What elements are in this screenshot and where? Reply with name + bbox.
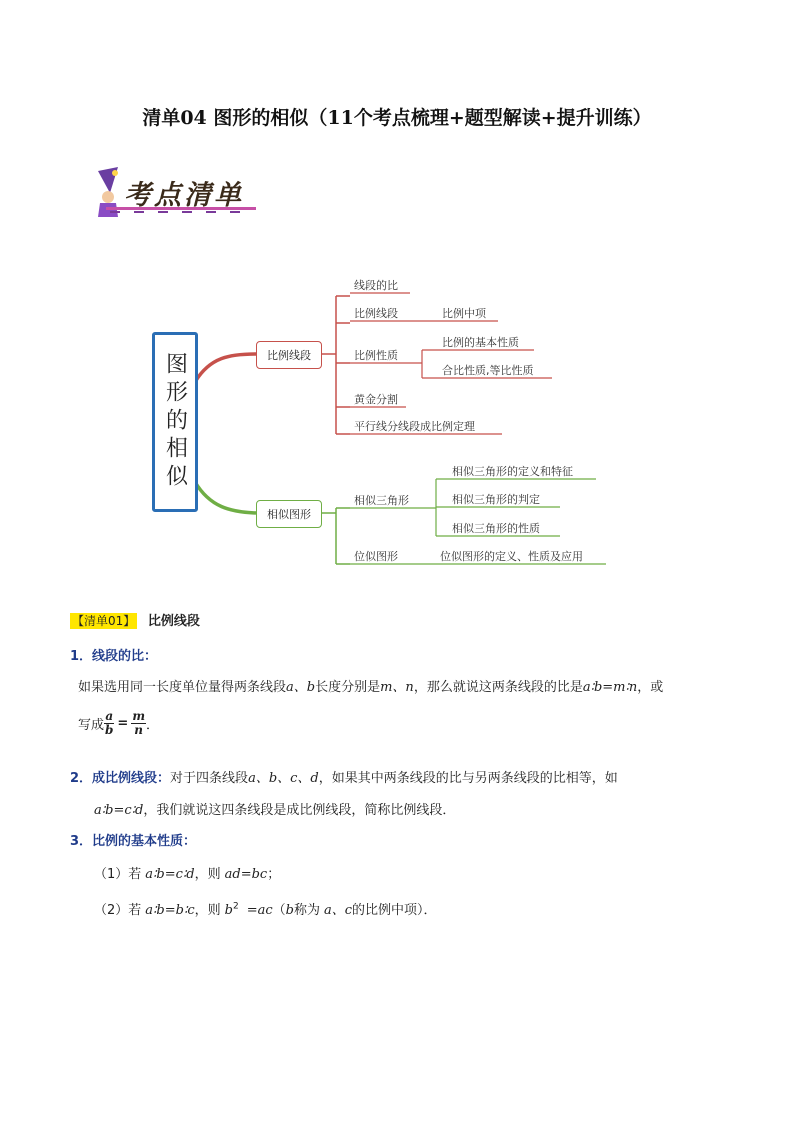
item3-title: 3．比例的基本性质：: [70, 834, 197, 849]
text: 如果选用同一长度单位量得两条线段: [78, 680, 287, 695]
text: ，那么就说这两条线段的比是: [413, 680, 583, 695]
text: 写成: [78, 718, 105, 733]
text: ，如果其中两条线段的比与另两条线段的比相等，如: [318, 771, 618, 786]
item2-line2: [94, 799, 455, 818]
section-heading: [70, 610, 200, 629]
text: ；: [267, 867, 281, 882]
var-ab: a、b: [286, 680, 316, 695]
node-similar-triangles-criteria: 相似三角形的判定: [452, 493, 540, 506]
text: ，或: [637, 680, 664, 695]
node-proportion-properties: 比例性质: [354, 349, 398, 362]
ratio-expr: a∶b=c∶d: [94, 803, 144, 818]
section-tag: 【清单01】: [72, 614, 136, 628]
mind-map: [140, 262, 640, 582]
var-b: b: [285, 903, 294, 918]
item1-line2: [78, 710, 159, 737]
text: 对于四条线段: [170, 771, 249, 786]
var-b: b: [224, 903, 233, 918]
fraction-a-b: [104, 710, 114, 737]
banner-text: 考点清单: [124, 180, 244, 211]
node-proportional-segments: 比例线段: [354, 307, 398, 320]
node-similar-triangles: 相似三角形: [354, 494, 409, 507]
root-label: 图形的相似: [162, 352, 188, 492]
text: ，我们就说这四条线段是成比例线段，简称比例线段．: [143, 803, 456, 818]
section-title: 比例线段: [147, 614, 200, 629]
var-mn: m、n: [380, 680, 414, 695]
branch-label: 比例线段: [267, 349, 311, 362]
node-similar-triangles-definition: 相似三角形的定义和特征: [452, 465, 573, 478]
text: （: [272, 903, 286, 918]
superscript: 2: [232, 901, 239, 912]
item2-title: 2．成比例线段：: [70, 771, 171, 786]
checklist-banner: [88, 163, 268, 221]
text: 的比例中项）．: [352, 903, 437, 918]
mind-map-root: [152, 332, 198, 512]
text: ，则: [194, 903, 221, 918]
text: （2）若: [94, 903, 142, 918]
denominator: n: [134, 723, 144, 737]
node-mean-proportional: 比例中项: [442, 307, 486, 320]
item2-line1: [70, 767, 618, 786]
node-segment-ratio: 线段的比: [354, 279, 398, 292]
ratio-expr: a∶b=b∶c: [145, 903, 195, 918]
ratio-expr: a∶b=m∶n: [582, 680, 638, 695]
text: ，则: [194, 867, 221, 882]
page-title: 清单04 图形的相似（11个考点梳理+题型解读+提升训练）: [142, 107, 652, 129]
fraction-m-n: [131, 710, 146, 737]
branch-label: 相似图形: [267, 508, 311, 521]
node-similar-triangles-properties: 相似三角形的性质: [452, 522, 540, 535]
result-expr: ad=bc: [224, 867, 268, 882]
branch-proportional-segments: [256, 341, 322, 369]
equals-sign: =: [117, 716, 129, 731]
node-sum-equal-property: 合比性质,等比性质: [442, 364, 534, 377]
text: 长度分别是: [315, 680, 381, 695]
text: 称为: [293, 903, 320, 918]
node-parallel-lines-theorem: 平行线分线段成比例定理: [354, 420, 475, 433]
text: ．: [146, 718, 160, 733]
text: （1）若: [94, 867, 142, 882]
numerator: m: [132, 709, 146, 723]
ratio-expr: a∶b=c∶d: [145, 867, 195, 882]
item1-title: 1．线段的比：: [70, 649, 158, 664]
node-golden-section: 黄金分割: [354, 393, 398, 406]
denominator: b: [105, 723, 114, 737]
item3-property1: [94, 863, 280, 882]
numerator: a: [105, 709, 114, 723]
item1-line1: [78, 676, 663, 695]
var-abcd: a、b、c、d: [248, 771, 319, 786]
item3-property2: [94, 899, 437, 918]
node-homothetic-figures: 位似图形: [354, 550, 398, 563]
result-expr: =ac: [246, 903, 273, 918]
var-ac: a、c: [324, 903, 353, 918]
node-basic-property: 比例的基本性质: [442, 336, 519, 349]
branch-similar-figures: [256, 500, 322, 528]
node-homothety-details: 位似图形的定义、性质及应用: [440, 550, 583, 563]
